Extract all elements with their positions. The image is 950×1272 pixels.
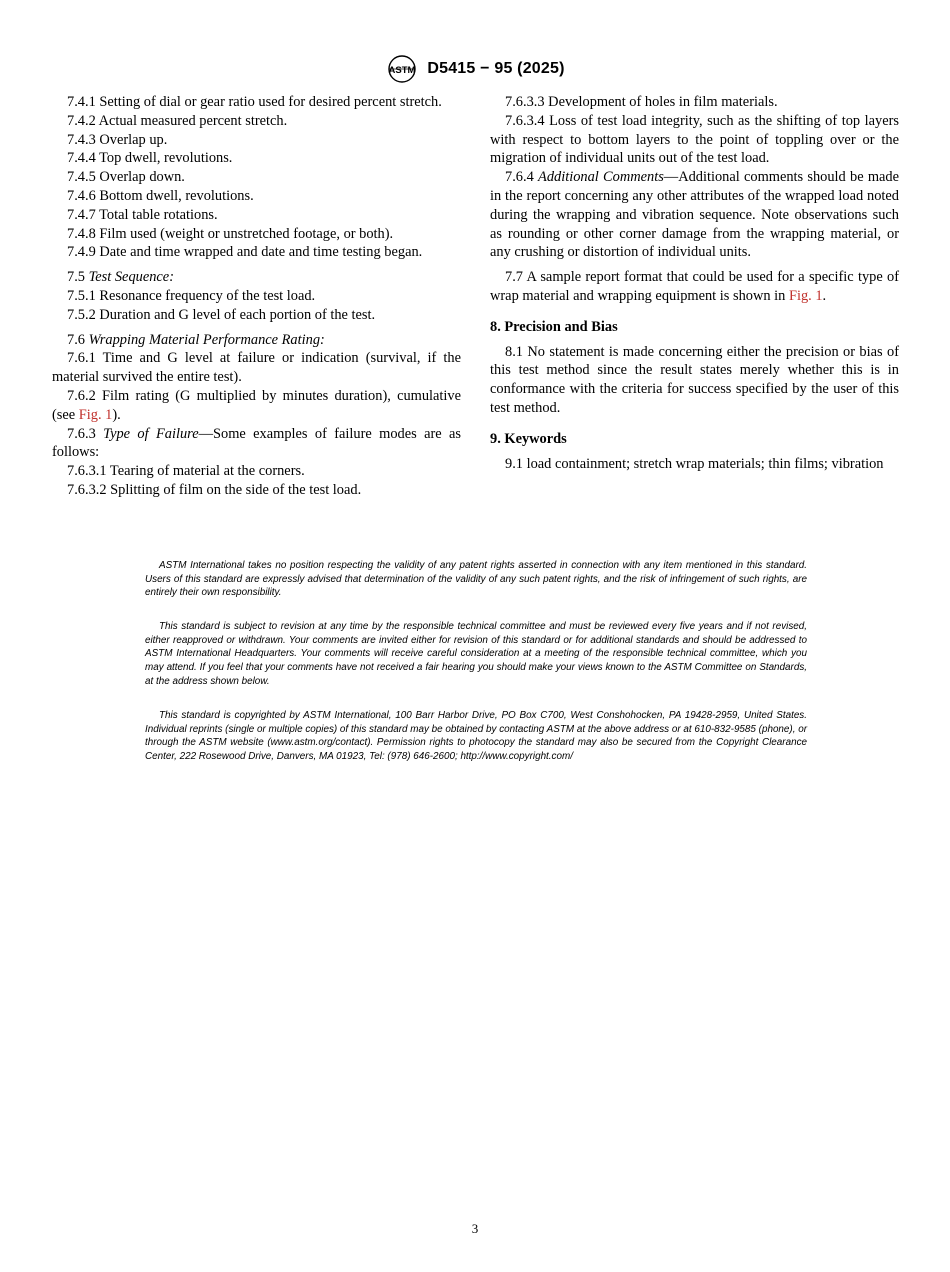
paragraph-7-6-2-end: ).: [112, 406, 121, 423]
fig-1-link[interactable]: Fig. 1: [788, 287, 823, 304]
paragraph-7-4-5: 7.4.5 Overlap down.: [67, 169, 185, 186]
right-column: [490, 93, 899, 473]
patent-notice: [145, 559, 807, 600]
paragraph-7-6-2-text: 7.6.2 Film rating (G multiplied by minutes duration), cumulative (see: [52, 387, 461, 423]
paragraph-7-7-text: 7.7 A sample report format that could be used for a specific type of wrap material and wrapping equipment is shown in: [490, 269, 899, 304]
paragraph-7-4-7: 7.4.7 Total table rotations.: [67, 206, 218, 223]
paragraph-7-7: [490, 268, 899, 306]
paragraph-7-6-3-1: 7.6.3.1 Tearing of material at the corners.: [67, 463, 305, 480]
revision-notice-text: This standard is subject to revision at any time by the responsible technical committee and must be reviewed every five years and if not revised, either reapproved or withdrawn. Your comments are invited either for revision of this standard or for additional standards and should be addressed to ASTM International Headquarters. Your comments will receive careful consideration at a meeting of the responsible technical committee, which you may attend. If you feel that your comments have not received a fair hearing you should make your views known to the ASTM Committee on Standards, at the address shown below.: [145, 621, 807, 687]
paragraph-7-6-3-text: —Some examples of failure modes are as follows:: [52, 425, 461, 461]
paragraph-7-4-4: 7.4.4 Top dwell, revolutions.: [67, 150, 233, 167]
paragraph-7-6-3-2: 7.6.3.2 Splitting of film on the side of the test load.: [67, 481, 362, 498]
paragraph-7-6-3: [52, 425, 461, 463]
paragraph-7-6-3-3: 7.6.3.3 Development of holes in film materials.: [505, 94, 778, 110]
paragraph-7-4-2: 7.4.2 Actual measured percent stretch.: [67, 112, 288, 129]
fig-1-link[interactable]: Fig. 1: [78, 406, 113, 423]
revision-notice: [145, 620, 807, 689]
paragraph-7-5: [52, 268, 461, 287]
section-8-heading: 8. Precision and Bias: [490, 318, 618, 335]
paragraph-7-6-2: [52, 387, 461, 425]
paragraph-7-6-4-title: Additional Comments: [538, 169, 664, 186]
paragraph-7-6-3-title: Type of Failure: [103, 425, 199, 442]
patent-notice-text: ASTM International takes no position respecting the validity of any patent rights asserted in connection with any item mentioned in this standard. Users of this standard are expressly advised that determination of the validity of any such patent rights, and the risk of infringement of such rights, are entirely their own responsibility.: [145, 560, 807, 599]
left-column: [52, 93, 461, 500]
paragraph-7-4-9: 7.4.9 Date and time wrapped and date and time testing began.: [67, 244, 423, 261]
paragraph-8-1: 8.1 No statement is made concerning either the precision or bias of this test method since the result states merely whether this is in conformance with the criteria for success specified by the user of this test method.: [490, 343, 899, 416]
paragraph-9-1: 9.1 load containment; stretch wrap materials; thin films; vibration: [505, 455, 884, 472]
copyright-notice: [145, 709, 807, 764]
paragraph-7-5-number: 7.5: [67, 269, 89, 286]
paragraph-7-4-3: 7.4.3 Overlap up.: [67, 131, 168, 148]
paragraph-7-6: [52, 331, 461, 350]
paragraph-7-4-1: 7.4.1 Setting of dial or gear ratio used for desired percent stretch.: [67, 94, 442, 110]
paragraph-7-6-1: 7.6.1 Time and G level at failure or indication (survival, if the material survived the entire test).: [52, 350, 461, 386]
paragraph-7-6-3-4: 7.6.3.4 Loss of test load integrity, such as the shifting of top layers with respect to bottom layers to the point of toppling over or the migration of individual units out of the test load.: [490, 112, 899, 167]
paragraph-7-6-4-number: 7.6.4: [505, 169, 539, 186]
page-header: [0, 54, 950, 84]
page-number: 3: [471, 1221, 479, 1236]
astm-logo-icon: [385, 54, 419, 84]
paragraph-7-7-end: .: [822, 287, 827, 304]
paragraph-7-6-title: Wrapping Material Performance Rating:: [88, 331, 325, 348]
paragraph-7-5-1: 7.5.1 Resonance frequency of the test load.: [67, 287, 316, 304]
paragraph-7-4-8: 7.4.8 Film used (weight or unstretched footage, or both).: [67, 225, 394, 242]
standard-designation: D5415 − 95 (2025): [427, 60, 565, 77]
copyright-notice-text: This standard is copyrighted by ASTM International, 100 Barr Harbor Drive, PO Box C700, West Conshohocken, PA 19428-2959, United States. Individual reprints (single or multiple copies) of this standard may be obtained by contacting ASTM at the above address or at 610-832-9585 (phone), or through the ASTM website (www.astm.org/contact). Permission rights to photocopy the standard may also be secured from the Copyright Clearance Center, 222 Rosewood Drive, Danvers, MA 01923, Tel: (978) 646-2600; http://www.copyright.com/: [145, 710, 807, 763]
section-9-heading: 9. Keywords: [490, 430, 567, 447]
paragraph-7-5-2: 7.5.2 Duration and G level of each portion of the test.: [67, 306, 376, 323]
paragraph-7-6-4: [490, 168, 899, 262]
astm-logo-text: ASTM: [388, 65, 416, 76]
paragraph-7-5-title: Test Sequence:: [88, 269, 174, 286]
paragraph-7-6-number: 7.6: [67, 331, 89, 348]
paragraph-7-6-3-number: 7.6.3: [67, 425, 104, 442]
paragraph-7-6-4-text: —Additional comments should be made in the report concerning any other attributes of the wrapped load noted during the wrapping and vibration sequence. Note observations such as rounding or other corner damage from the wrapping material, or any crushing or distortion of individual units.: [490, 169, 899, 261]
paragraph-7-4-6: 7.4.6 Bottom dwell, revolutions.: [67, 187, 254, 204]
